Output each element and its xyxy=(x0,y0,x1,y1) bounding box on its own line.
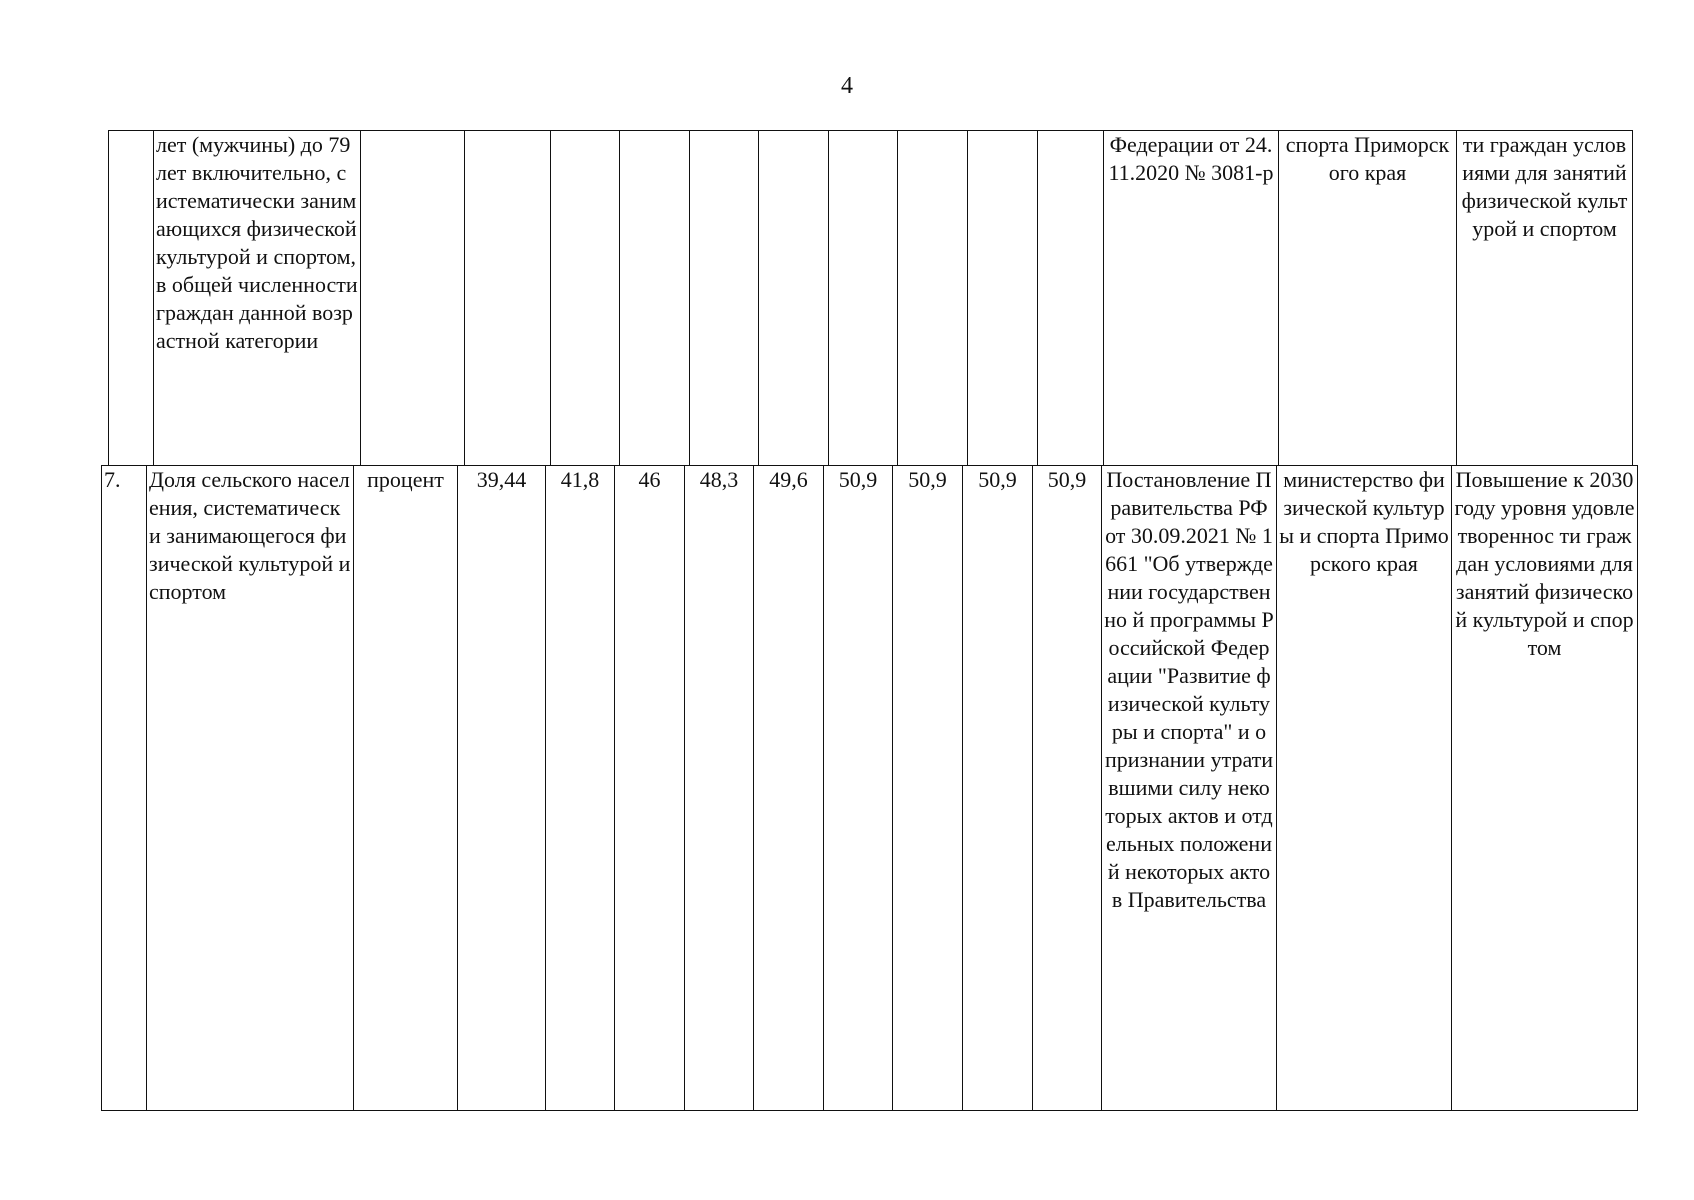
indicator-name-cell: лет (мужчины) до 79 лет включительно, систематически занимающихся физической культурой и спортом, в общей численности граждан данной возрастной категории xyxy=(154,131,361,466)
indicator-table-continued xyxy=(108,130,1633,466)
unit-cell xyxy=(361,131,465,466)
indicator-name-cell: Доля сельского населения, систематически занимающегося физической культурой и спортом xyxy=(147,466,354,1111)
unit-cell: процент xyxy=(354,466,458,1111)
value-cell xyxy=(968,131,1038,466)
value-cell xyxy=(1038,131,1104,466)
result-cell: ти граждан условиями для занятий физической культурой и спортом xyxy=(1457,131,1633,466)
indicator-table-row-7 xyxy=(101,465,1638,1111)
value-cell xyxy=(690,131,759,466)
value-cell: 50,9 xyxy=(963,466,1033,1111)
value-cell: 50,9 xyxy=(1033,466,1102,1111)
row-number-cell xyxy=(109,131,154,466)
value-cell xyxy=(620,131,690,466)
result-cell: Повышение к 2030 году уровня удовлетвореннос ти граждан условиями для занятий физической культурой и спортом xyxy=(1452,466,1638,1111)
value-cell xyxy=(551,131,620,466)
value-cell: 48,3 xyxy=(685,466,754,1111)
page-number: 4 xyxy=(841,73,853,99)
value-cell: 50,9 xyxy=(824,466,893,1111)
value-cell: 41,8 xyxy=(546,466,615,1111)
basis-cell: Федерации от 24.11.2020 № 3081-р xyxy=(1104,131,1279,466)
value-cell xyxy=(898,131,968,466)
value-cell: 46 xyxy=(615,466,685,1111)
table-row xyxy=(109,131,1633,466)
value-cell xyxy=(759,131,829,466)
row-number-cell: 7. xyxy=(102,466,147,1111)
value-cell: 39,44 xyxy=(458,466,546,1111)
responsible-cell: спорта Приморского края xyxy=(1279,131,1457,466)
value-cell: 50,9 xyxy=(893,466,963,1111)
table-row xyxy=(102,466,1638,1111)
basis-cell: Постановление Правительства РФ от 30.09.2021 № 1661 "Об утверждении государственно й программы Российской Федерации "Развитие физической культуры и спорта" и о признании утратившими силу некоторых актов и отдельных положений некоторых актов Правительства xyxy=(1102,466,1277,1111)
responsible-cell: министерство физической культуры и спорта Приморского края xyxy=(1277,466,1452,1111)
value-cell: 49,6 xyxy=(754,466,824,1111)
value-cell xyxy=(465,131,551,466)
value-cell xyxy=(829,131,898,466)
